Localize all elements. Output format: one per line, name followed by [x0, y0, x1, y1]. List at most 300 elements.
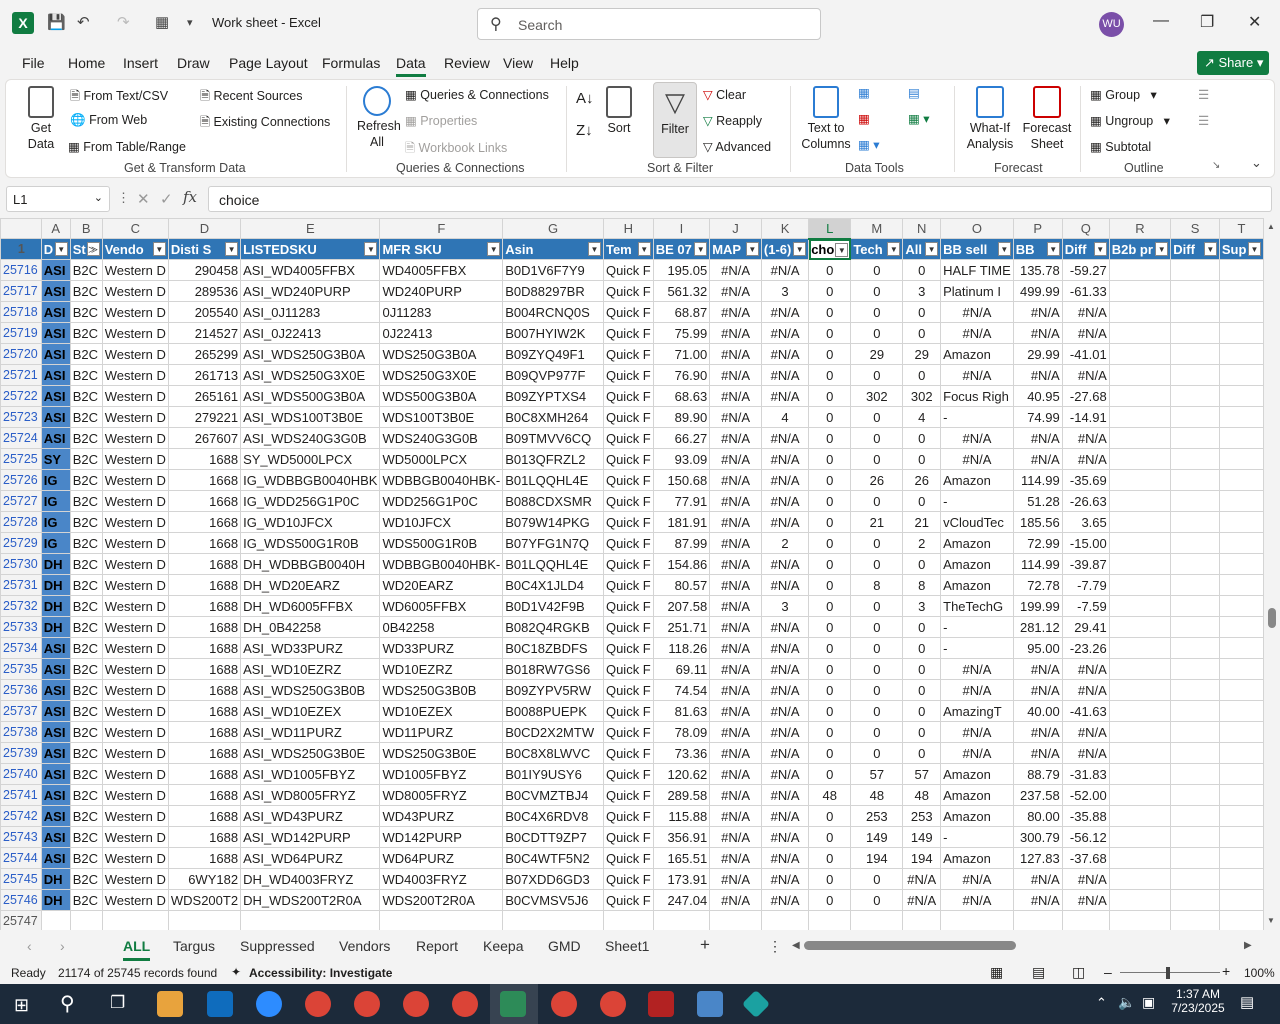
filter-dropdown-icon[interactable]: ▼: [1047, 242, 1060, 256]
table-cell[interactable]: WD10EZEX: [380, 701, 503, 722]
table-cell[interactable]: #N/A: [1062, 890, 1109, 911]
table-cell[interactable]: 6WY182: [168, 869, 240, 890]
table-cell[interactable]: [1219, 911, 1263, 931]
notifications-icon[interactable]: ▤: [1240, 994, 1255, 1011]
table-cell[interactable]: #N/A: [710, 323, 762, 344]
row-number[interactable]: 25718: [1, 302, 42, 323]
table-cell[interactable]: B2C: [70, 281, 102, 302]
share-button[interactable]: ↗ Share ▾: [1197, 51, 1269, 75]
table-cell[interactable]: [1219, 617, 1263, 638]
table-cell[interactable]: #N/A: [710, 701, 762, 722]
table-cell[interactable]: B0C4X6RDV8: [503, 806, 604, 827]
table-cell[interactable]: 0: [903, 449, 941, 470]
zoom-app-icon[interactable]: [256, 991, 282, 1017]
header-cell[interactable]: [1171, 239, 1220, 260]
row-number[interactable]: 25741: [1, 785, 42, 806]
table-cell[interactable]: 26: [903, 470, 941, 491]
table-cell[interactable]: Quick F: [603, 554, 653, 575]
table-cell[interactable]: 1688: [168, 722, 240, 743]
table-cell[interactable]: #N/A: [761, 806, 808, 827]
table-cell[interactable]: 1688: [168, 638, 240, 659]
table-cell[interactable]: #N/A: [710, 575, 762, 596]
table-cell[interactable]: Western D: [102, 596, 168, 617]
table-cell[interactable]: Western D: [102, 869, 168, 890]
table-cell[interactable]: [1171, 827, 1220, 848]
table-cell[interactable]: Western D: [102, 575, 168, 596]
table-cell[interactable]: DH: [41, 617, 70, 638]
filter-dropdown-icon[interactable]: ▼: [793, 242, 806, 256]
table-cell[interactable]: [1171, 533, 1220, 554]
row-number[interactable]: 25725: [1, 449, 42, 470]
table-cell[interactable]: 68.63: [653, 386, 709, 407]
table-cell[interactable]: B2C: [70, 890, 102, 911]
table-cell[interactable]: #N/A: [1013, 365, 1062, 386]
table-cell[interactable]: [1109, 638, 1170, 659]
table-cell[interactable]: [1171, 911, 1220, 931]
table-cell[interactable]: -35.88: [1062, 806, 1109, 827]
table-cell[interactable]: #N/A: [761, 869, 808, 890]
table-cell[interactable]: #N/A: [941, 890, 1014, 911]
table-cell[interactable]: 0: [809, 449, 851, 470]
table-cell[interactable]: #N/A: [710, 617, 762, 638]
table-cell[interactable]: -35.69: [1062, 470, 1109, 491]
table-cell[interactable]: 40.95: [1013, 386, 1062, 407]
table-cell[interactable]: #N/A: [1062, 680, 1109, 701]
filter-dropdown-icon[interactable]: ▼: [746, 242, 759, 256]
row-number[interactable]: 25744: [1, 848, 42, 869]
table-cell[interactable]: B0CVMSV5J6: [503, 890, 604, 911]
table-cell[interactable]: [1109, 680, 1170, 701]
table-cell[interactable]: 87.99: [653, 533, 709, 554]
table-cell[interactable]: 0: [809, 869, 851, 890]
table-cell[interactable]: 127.83: [1013, 848, 1062, 869]
table-cell[interactable]: B0CVMZTBJ4: [503, 785, 604, 806]
table-cell[interactable]: 57: [903, 764, 941, 785]
table-cell[interactable]: 0J22413: [380, 323, 503, 344]
table-cell[interactable]: [1219, 302, 1263, 323]
table-cell[interactable]: #N/A: [761, 617, 808, 638]
table-cell[interactable]: Quick F: [603, 596, 653, 617]
table-cell[interactable]: [1219, 764, 1263, 785]
table-cell[interactable]: 0: [851, 407, 903, 428]
table-cell[interactable]: [1219, 428, 1263, 449]
ungroup-button[interactable]: ▦ Ungroup ▾: [1090, 114, 1170, 128]
table-cell[interactable]: #N/A: [1062, 722, 1109, 743]
table-cell[interactable]: Platinum I: [941, 281, 1014, 302]
table-cell[interactable]: B2C: [70, 407, 102, 428]
table-cell[interactable]: ASI_WDS100T3B0E: [241, 407, 380, 428]
formula-input[interactable]: [208, 186, 1272, 212]
table-cell[interactable]: [1219, 491, 1263, 512]
table-cell[interactable]: 0: [809, 344, 851, 365]
dialog-launcher-icon[interactable]: ↘: [1212, 160, 1221, 171]
table-cell[interactable]: B2C: [70, 470, 102, 491]
table-cell[interactable]: WDS250G3B0A: [380, 344, 503, 365]
table-cell[interactable]: #N/A: [710, 785, 762, 806]
table-cell[interactable]: 205540: [168, 302, 240, 323]
table-cell[interactable]: 3.65: [1062, 512, 1109, 533]
table-cell[interactable]: [1171, 260, 1220, 281]
table-cell[interactable]: [1219, 323, 1263, 344]
refresh-all-button[interactable]: [355, 86, 399, 150]
row-number[interactable]: 25738: [1, 722, 42, 743]
sheet-tab-keepa[interactable]: Keepa: [483, 938, 524, 954]
table-cell[interactable]: 195.05: [653, 260, 709, 281]
table-cell[interactable]: 0: [903, 701, 941, 722]
table-cell[interactable]: [1109, 302, 1170, 323]
table-cell[interactable]: 1668: [168, 470, 240, 491]
header-cell[interactable]: [761, 239, 808, 260]
table-cell[interactable]: 181.91: [653, 512, 709, 533]
table-cell[interactable]: Amazon: [941, 848, 1014, 869]
table-cell[interactable]: 0B42258: [380, 617, 503, 638]
zoom-out-icon[interactable]: –: [1104, 964, 1112, 980]
table-cell[interactable]: [1219, 785, 1263, 806]
sheet-tab-vendors[interactable]: Vendors: [339, 938, 391, 954]
table-cell[interactable]: #N/A: [761, 470, 808, 491]
table-cell[interactable]: ASI: [41, 260, 70, 281]
collapse-ribbon-icon[interactable]: ⌄: [1251, 155, 1262, 170]
tab-page-layout[interactable]: Page Layout: [229, 55, 308, 71]
table-cell[interactable]: -7.59: [1062, 596, 1109, 617]
column-letter[interactable]: H: [603, 219, 653, 239]
row-number[interactable]: 25742: [1, 806, 42, 827]
table-cell[interactable]: #N/A: [761, 785, 808, 806]
table-cell[interactable]: 281.12: [1013, 617, 1062, 638]
table-cell[interactable]: 1688: [168, 701, 240, 722]
table-cell[interactable]: #N/A: [710, 386, 762, 407]
table-cell[interactable]: WD20EARZ: [380, 575, 503, 596]
enter-icon[interactable]: ✓: [160, 191, 173, 208]
table-cell[interactable]: 29.41: [1062, 617, 1109, 638]
table-cell[interactable]: ASI: [41, 701, 70, 722]
table-cell[interactable]: 0: [809, 512, 851, 533]
table-cell[interactable]: [1171, 281, 1220, 302]
table-cell[interactable]: 0: [809, 596, 851, 617]
table-cell[interactable]: 0: [809, 575, 851, 596]
table-cell[interactable]: #N/A: [710, 890, 762, 911]
table-cell[interactable]: Western D: [102, 806, 168, 827]
table-cell[interactable]: 154.86: [653, 554, 709, 575]
table-cell[interactable]: Western D: [102, 491, 168, 512]
table-cell[interactable]: #N/A: [1062, 743, 1109, 764]
table-cell[interactable]: [1171, 512, 1220, 533]
table-cell[interactable]: Western D: [102, 365, 168, 386]
table-cell[interactable]: 0: [809, 323, 851, 344]
table-cell[interactable]: -31.83: [1062, 764, 1109, 785]
table-cell[interactable]: B018RW7GS6: [503, 659, 604, 680]
table-cell[interactable]: 1688: [168, 596, 240, 617]
table-cell[interactable]: B2C: [70, 617, 102, 638]
table-cell[interactable]: WDS200T2R0A: [380, 890, 503, 911]
table-cell[interactable]: Amazon: [941, 344, 1014, 365]
table-cell[interactable]: ASI_0J22413: [241, 323, 380, 344]
table-cell[interactable]: WDS500G1R0B: [380, 533, 503, 554]
prev-sheet-icon[interactable]: ‹: [27, 938, 32, 954]
table-cell[interactable]: ASI_WD10EZEX: [241, 701, 380, 722]
table-cell[interactable]: WD1005FBYZ: [380, 764, 503, 785]
add-sheet-icon[interactable]: +: [700, 935, 710, 954]
table-cell[interactable]: [1219, 281, 1263, 302]
group-button[interactable]: ▦ Group ▾: [1090, 88, 1157, 102]
row-number[interactable]: 25731: [1, 575, 42, 596]
table-cell[interactable]: 0: [903, 428, 941, 449]
table-cell[interactable]: [1109, 428, 1170, 449]
table-cell[interactable]: 0: [851, 302, 903, 323]
table-cell[interactable]: ASI_WDS250G3B0A: [241, 344, 380, 365]
data-validation-icon[interactable]: ▦ ▾: [858, 138, 880, 152]
table-cell[interactable]: 26: [851, 470, 903, 491]
table-cell[interactable]: 199.99: [1013, 596, 1062, 617]
table-cell[interactable]: 0: [851, 428, 903, 449]
table-cell[interactable]: Quick F: [603, 407, 653, 428]
table-cell[interactable]: 0: [809, 722, 851, 743]
scrollbar-thumb[interactable]: [1268, 608, 1276, 628]
chrome-icon[interactable]: [305, 991, 331, 1017]
table-cell[interactable]: 66.27: [653, 428, 709, 449]
table-cell[interactable]: 261713: [168, 365, 240, 386]
table-cell[interactable]: B07YFG1N7Q: [503, 533, 604, 554]
table-cell[interactable]: [1171, 617, 1220, 638]
table-cell[interactable]: 149: [903, 827, 941, 848]
table-cell[interactable]: B2C: [70, 323, 102, 344]
table-cell[interactable]: Quick F: [603, 365, 653, 386]
table-cell[interactable]: WD64PURZ: [380, 848, 503, 869]
table-cell[interactable]: ASI_WDS250G3X0E: [241, 365, 380, 386]
customize-toolbar-icon[interactable]: ▾: [187, 17, 193, 29]
table-cell[interactable]: 0: [903, 743, 941, 764]
column-letter[interactable]: G: [503, 219, 604, 239]
filter-dropdown-icon[interactable]: ▼: [55, 242, 68, 256]
table-cell[interactable]: #N/A: [761, 827, 808, 848]
table-cell[interactable]: 0: [809, 554, 851, 575]
table-cell[interactable]: ASI: [41, 386, 70, 407]
table-cell[interactable]: 0: [809, 806, 851, 827]
table-cell[interactable]: Western D: [102, 302, 168, 323]
table-cell[interactable]: #N/A: [1013, 323, 1062, 344]
table-cell[interactable]: [653, 911, 709, 931]
table-cell[interactable]: 93.09: [653, 449, 709, 470]
table-cell[interactable]: #N/A: [941, 428, 1014, 449]
table-cell[interactable]: #N/A: [761, 344, 808, 365]
sheet-tab-sheet1[interactable]: Sheet1: [605, 938, 650, 954]
table-cell[interactable]: Quick F: [603, 323, 653, 344]
from-web-button[interactable]: [70, 113, 147, 128]
table-cell[interactable]: -23.26: [1062, 638, 1109, 659]
table-cell[interactable]: B09ZYPTXS4: [503, 386, 604, 407]
insert-function-icon[interactable]: fx: [183, 188, 198, 206]
table-cell[interactable]: WD5000LPCX: [380, 449, 503, 470]
table-cell[interactable]: 80.00: [1013, 806, 1062, 827]
table-cell[interactable]: #N/A: [710, 554, 762, 575]
table-cell[interactable]: [1013, 911, 1062, 931]
table-cell[interactable]: #N/A: [710, 428, 762, 449]
table-cell[interactable]: 0: [809, 386, 851, 407]
header-cell[interactable]: [70, 239, 102, 260]
table-cell[interactable]: Amazon: [941, 764, 1014, 785]
chrome-profile-icon[interactable]: [551, 991, 577, 1017]
filter-dropdown-icon[interactable]: ▼: [1155, 242, 1168, 256]
table-cell[interactable]: 0J11283: [380, 302, 503, 323]
table-cell[interactable]: [1109, 722, 1170, 743]
table-cell[interactable]: #N/A: [1013, 743, 1062, 764]
table-cell[interactable]: 29.99: [1013, 344, 1062, 365]
table-cell[interactable]: ASI_0J11283: [241, 302, 380, 323]
table-cell[interactable]: Quick F: [603, 659, 653, 680]
table-cell[interactable]: #N/A: [761, 365, 808, 386]
table-cell[interactable]: 4: [761, 407, 808, 428]
table-cell[interactable]: 21: [903, 512, 941, 533]
table-cell[interactable]: [1109, 806, 1170, 827]
table-cell[interactable]: WDS100T3B0E: [380, 407, 503, 428]
header-cell[interactable]: [941, 239, 1014, 260]
table-cell[interactable]: 300.79: [1013, 827, 1062, 848]
table-cell[interactable]: 267607: [168, 428, 240, 449]
table-cell[interactable]: #N/A: [941, 323, 1014, 344]
table-cell[interactable]: DH_WDBBGB0040H: [241, 554, 380, 575]
column-letter[interactable]: B: [70, 219, 102, 239]
header-cell[interactable]: [241, 239, 380, 260]
app-diamond-icon[interactable]: [742, 990, 770, 1018]
table-cell[interactable]: WDS250G3B0E: [380, 743, 503, 764]
table-cell[interactable]: 214527: [168, 323, 240, 344]
table-cell[interactable]: [1109, 617, 1170, 638]
table-cell[interactable]: Focus Righ: [941, 386, 1014, 407]
table-cell[interactable]: IG_WDBBGB0040HBK: [241, 470, 380, 491]
table-cell[interactable]: 73.36: [653, 743, 709, 764]
table-cell[interactable]: [1109, 470, 1170, 491]
table-cell[interactable]: 0: [809, 533, 851, 554]
table-cell[interactable]: Western D: [102, 533, 168, 554]
remove-duplicates-icon[interactable]: ▦: [858, 112, 870, 126]
table-cell[interactable]: Amazon: [941, 533, 1014, 554]
table-cell[interactable]: [1171, 470, 1220, 491]
table-cell[interactable]: #N/A: [1062, 365, 1109, 386]
table-cell[interactable]: 185.56: [1013, 512, 1062, 533]
column-letter[interactable]: E: [241, 219, 380, 239]
table-cell[interactable]: DH: [41, 575, 70, 596]
table-cell[interactable]: 0: [903, 638, 941, 659]
filter-dropdown-icon[interactable]: ▼: [887, 242, 900, 256]
table-cell[interactable]: B2C: [70, 386, 102, 407]
table-cell[interactable]: 237.58: [1013, 785, 1062, 806]
table-cell[interactable]: TheTechG: [941, 596, 1014, 617]
table-cell[interactable]: #N/A: [1062, 659, 1109, 680]
column-letter[interactable]: O: [941, 219, 1014, 239]
table-cell[interactable]: B2C: [70, 638, 102, 659]
table-cell[interactable]: 21: [851, 512, 903, 533]
table-cell[interactable]: 1688: [168, 617, 240, 638]
scroll-up-icon[interactable]: ▲: [1267, 222, 1275, 231]
table-cell[interactable]: 207.58: [653, 596, 709, 617]
table-cell[interactable]: Quick F: [603, 302, 653, 323]
table-cell[interactable]: [1171, 407, 1220, 428]
table-cell[interactable]: HALF TIME: [941, 260, 1014, 281]
table-cell[interactable]: B2C: [70, 365, 102, 386]
table-cell[interactable]: [1109, 890, 1170, 911]
table-cell[interactable]: 1688: [168, 449, 240, 470]
tab-data[interactable]: Data: [396, 55, 426, 77]
table-cell[interactable]: B2C: [70, 806, 102, 827]
sort-za-icon[interactable]: Z↓: [576, 122, 593, 139]
table-cell[interactable]: 289.58: [653, 785, 709, 806]
flash-fill-icon[interactable]: ▦: [858, 86, 870, 100]
table-cell[interactable]: [1219, 848, 1263, 869]
table-cell[interactable]: 1688: [168, 827, 240, 848]
row-number[interactable]: 25733: [1, 617, 42, 638]
table-cell[interactable]: B2C: [70, 449, 102, 470]
table-cell[interactable]: #N/A: [710, 848, 762, 869]
table-cell[interactable]: B01LQQHL4E: [503, 470, 604, 491]
table-cell[interactable]: 0: [809, 491, 851, 512]
table-cell[interactable]: 120.62: [653, 764, 709, 785]
table-cell[interactable]: WDS200T2: [168, 890, 240, 911]
table-cell[interactable]: #N/A: [761, 260, 808, 281]
table-cell[interactable]: 118.26: [653, 638, 709, 659]
table-cell[interactable]: B2C: [70, 869, 102, 890]
table-cell[interactable]: Quick F: [603, 680, 653, 701]
page-layout-view-icon[interactable]: ▤: [1032, 964, 1046, 980]
table-cell[interactable]: 1688: [168, 806, 240, 827]
table-cell[interactable]: 0: [903, 680, 941, 701]
table-cell[interactable]: DH_WD4003FRYZ: [241, 869, 380, 890]
table-cell[interactable]: Western D: [102, 890, 168, 911]
next-sheet-icon[interactable]: ›: [60, 938, 65, 954]
table-cell[interactable]: WD240PURP: [380, 281, 503, 302]
table-cell[interactable]: #N/A: [710, 302, 762, 323]
table-cell[interactable]: [1219, 512, 1263, 533]
table-cell[interactable]: [1171, 344, 1220, 365]
column-letter[interactable]: K: [761, 219, 808, 239]
table-cell[interactable]: 0: [809, 680, 851, 701]
row-number[interactable]: 25745: [1, 869, 42, 890]
table-cell[interactable]: B088CDXSMR: [503, 491, 604, 512]
table-cell[interactable]: [1109, 743, 1170, 764]
table-cell[interactable]: B079W14PKG: [503, 512, 604, 533]
table-cell[interactable]: Western D: [102, 281, 168, 302]
table-cell[interactable]: 76.90: [653, 365, 709, 386]
table-cell[interactable]: B2C: [70, 827, 102, 848]
table-cell[interactable]: 72.99: [1013, 533, 1062, 554]
table-cell[interactable]: ASI: [41, 428, 70, 449]
tab-home[interactable]: Home: [68, 55, 106, 71]
header-cell[interactable]: [653, 239, 709, 260]
column-letter[interactable]: M: [851, 219, 903, 239]
table-cell[interactable]: 71.00: [653, 344, 709, 365]
chrome-profile-icon[interactable]: [600, 991, 626, 1017]
row-number[interactable]: 25717: [1, 281, 42, 302]
table-cell[interactable]: [1171, 596, 1220, 617]
table-cell[interactable]: [1171, 890, 1220, 911]
table-cell[interactable]: Quick F: [603, 701, 653, 722]
table-cell[interactable]: 150.68: [653, 470, 709, 491]
table-cell[interactable]: 68.87: [653, 302, 709, 323]
table-cell[interactable]: Western D: [102, 449, 168, 470]
table-cell[interactable]: [1171, 659, 1220, 680]
table-cell[interactable]: 114.99: [1013, 470, 1062, 491]
table-cell[interactable]: [1109, 575, 1170, 596]
table-cell[interactable]: [1171, 428, 1220, 449]
table-cell[interactable]: 0: [851, 449, 903, 470]
table-cell[interactable]: B0CD2X2MTW: [503, 722, 604, 743]
table-cell[interactable]: #N/A: [710, 344, 762, 365]
horizontal-scrollbar-thumb[interactable]: [804, 941, 1016, 950]
table-cell[interactable]: 81.63: [653, 701, 709, 722]
table-cell[interactable]: Quick F: [603, 512, 653, 533]
table-cell[interactable]: IG_WDD256G1P0C: [241, 491, 380, 512]
table-cell[interactable]: [1109, 512, 1170, 533]
zoom-in-icon[interactable]: +: [1222, 963, 1231, 979]
